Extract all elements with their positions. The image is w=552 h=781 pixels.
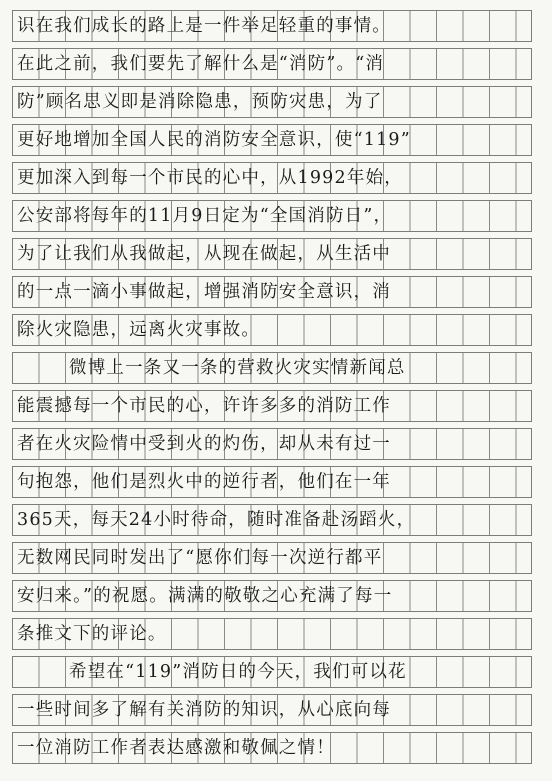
essay-line: 句抱怨，他们是烈火中的逆行者，他们在一年	[17, 472, 391, 492]
essay-line: 更好地增加全国人民的消防安全意识，使“119”	[17, 130, 411, 150]
essay-line: 识在我们成长的路上是一件举足轻重的事情。	[17, 16, 391, 36]
essay-line: 者在火灾险情中受到火的灼伤，却从未有过一	[17, 434, 391, 454]
essay-line: 一位消防工作者表达感激和敬佩之情！	[17, 738, 335, 758]
essay-line: 更加深入到每一个市民的心中，从1992年始，	[17, 168, 403, 188]
grid-row	[12, 10, 532, 42]
grid-row	[12, 656, 532, 688]
essay-line: 无数网民同时发出了“愿你们每一次逆行都平	[17, 548, 383, 568]
grid-row	[12, 124, 532, 156]
grid-row	[12, 580, 532, 612]
grid-row	[12, 694, 532, 726]
essay-line: 在此之前，我们要先了解什么是“消防”。“消	[17, 54, 385, 74]
essay-line: 为了让我们从我做起，从现在做起，从生活中	[17, 244, 391, 264]
grid-row	[12, 314, 532, 346]
essay-line: 条推文下的评论。	[17, 624, 167, 644]
essay-line: 安归来。”的祝愿。满满的敬敬之心充满了每一	[17, 586, 393, 606]
essay-line: 能震撼每一个市民的心，许许多多的消防工作	[17, 396, 391, 416]
essay-line: 公安部将每年的11月9日定为“全国消防日”，	[17, 206, 393, 226]
essay-line: 365天，每天24小时待命，随时准备赴汤蹈火，	[17, 510, 416, 530]
grid-row	[12, 86, 532, 118]
grid-row	[12, 618, 532, 650]
grid-row	[12, 466, 532, 498]
grid-row	[12, 428, 532, 460]
grid-row	[12, 238, 532, 270]
grid-row	[12, 504, 532, 536]
essay-line: 除火灾隐患，远离火灾事故。	[17, 320, 261, 340]
grid-row	[12, 732, 532, 764]
grid-row	[12, 390, 532, 422]
grid-row	[12, 48, 532, 80]
essay-line: 一些时间多了解有关消防的知识，从心底向每	[17, 700, 391, 720]
grid-row	[12, 276, 532, 308]
grid-row	[12, 352, 532, 384]
grid-row	[12, 542, 532, 574]
grid-row	[12, 200, 532, 232]
essay-line: 的一点一滴小事做起，增强消防安全意识，消	[17, 282, 391, 302]
grid-row	[12, 162, 532, 194]
essay-line: 微博上一条又一条的营救火灾实情新闻总	[69, 358, 406, 378]
manuscript-grid	[12, 10, 532, 770]
essay-line: 防”顾名思义即是消除隐患，预防灾患，为了	[17, 92, 383, 112]
essay-line: 希望在“119”消防日的今天，我们可以花	[69, 662, 407, 682]
